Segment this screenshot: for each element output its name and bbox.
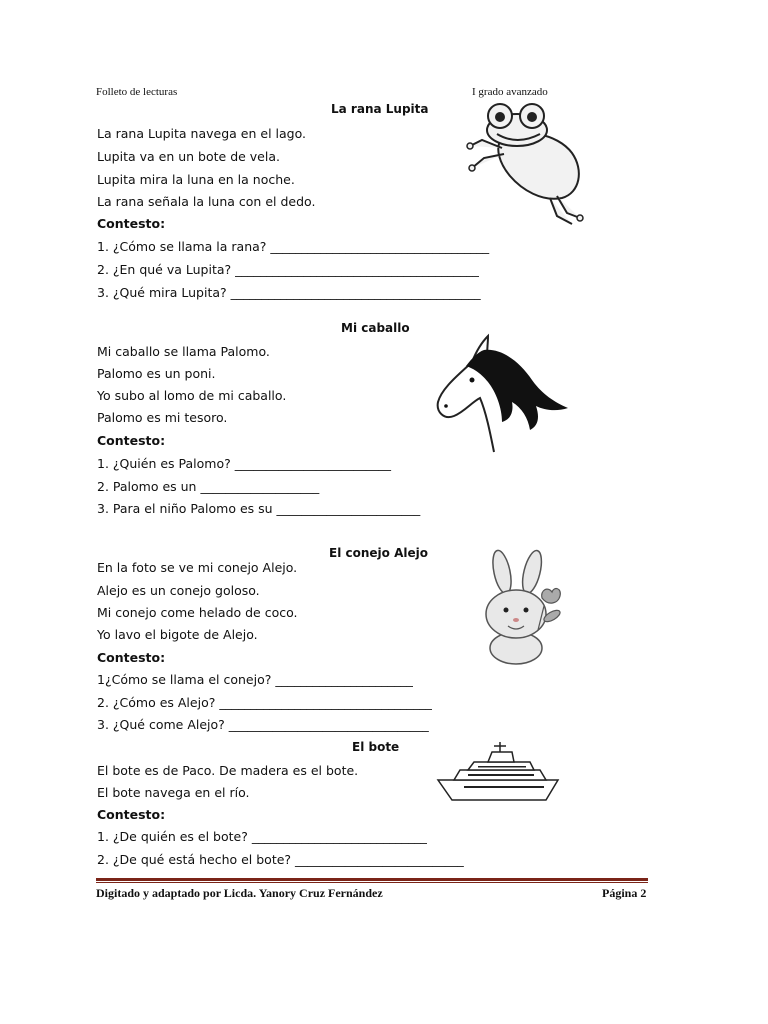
footer-left: Digitado y adaptado por Licda. Yanory Cruz Fernández <box>96 886 383 900</box>
footer-divider <box>96 878 648 881</box>
section-title: Mi caballo <box>341 321 410 335</box>
section-title: La rana Lupita <box>331 102 429 116</box>
reading-line: La rana señala la luna con el dedo. <box>97 194 316 209</box>
rabbit-illustration <box>474 548 574 668</box>
reading-line: Alejo es un conejo goloso. <box>97 583 260 598</box>
footer-divider-thin <box>96 882 648 883</box>
horse-illustration <box>432 332 572 456</box>
contesto-label: Contesto: <box>97 807 166 822</box>
frog-illustration <box>462 98 592 226</box>
question: 1. ¿Cómo se llama la rana? ___________________________________ <box>97 239 490 254</box>
header-left: Folleto de lecturas <box>96 86 178 98</box>
reading-line: Yo subo al lomo de mi caballo. <box>97 388 287 403</box>
reading-line: Palomo es mi tesoro. <box>97 410 228 425</box>
reading-line: Mi caballo se llama Palomo. <box>97 344 270 359</box>
reading-line: El bote es de Paco. De madera es el bote. <box>97 763 359 778</box>
reading-line: Lupita va en un bote de vela. <box>97 149 280 164</box>
reading-line: En la foto se ve mi conejo Alejo. <box>97 560 298 575</box>
reading-line: Mi conejo come helado de coco. <box>97 605 298 620</box>
reading-line: El bote navega en el río. <box>97 785 250 800</box>
reading-line: Lupita mira la luna en la noche. <box>97 172 295 187</box>
ship-illustration <box>434 740 562 804</box>
question: 2. ¿En qué va Lupita? _______________________________________ <box>97 262 479 277</box>
contesto-label: Contesto: <box>97 650 166 665</box>
page-number: Página 2 <box>602 886 647 900</box>
question: 3. ¿Qué come Alejo? ________________________________ <box>97 717 429 732</box>
question: 1. ¿Quién es Palomo? _________________________ <box>97 456 391 471</box>
reading-line: La rana Lupita navega en el lago. <box>97 126 306 141</box>
question: 3. Para el niño Palomo es su _______________________ <box>97 501 421 516</box>
contesto-label: Contesto: <box>97 216 166 231</box>
question: 3. ¿Qué mira Lupita? ________________________________________ <box>97 285 481 300</box>
section-title: El bote <box>352 740 400 754</box>
question: 1. ¿De quién es el bote? ____________________________ <box>97 829 427 844</box>
question: 2. Palomo es un ___________________ <box>97 479 320 494</box>
question: 2. ¿De qué está hecho el bote? ___________________________ <box>97 852 464 867</box>
question: 2. ¿Cómo es Alejo? __________________________________ <box>97 695 432 710</box>
reading-line: Palomo es un poni. <box>97 366 216 381</box>
contesto-label: Contesto: <box>97 433 166 448</box>
question: 1¿Cómo se llama el conejo? ______________________ <box>97 672 413 687</box>
header-right: I grado avanzado <box>472 86 548 98</box>
reading-line: Yo lavo el bigote de Alejo. <box>97 627 258 642</box>
section-title: El conejo Alejo <box>329 546 428 560</box>
